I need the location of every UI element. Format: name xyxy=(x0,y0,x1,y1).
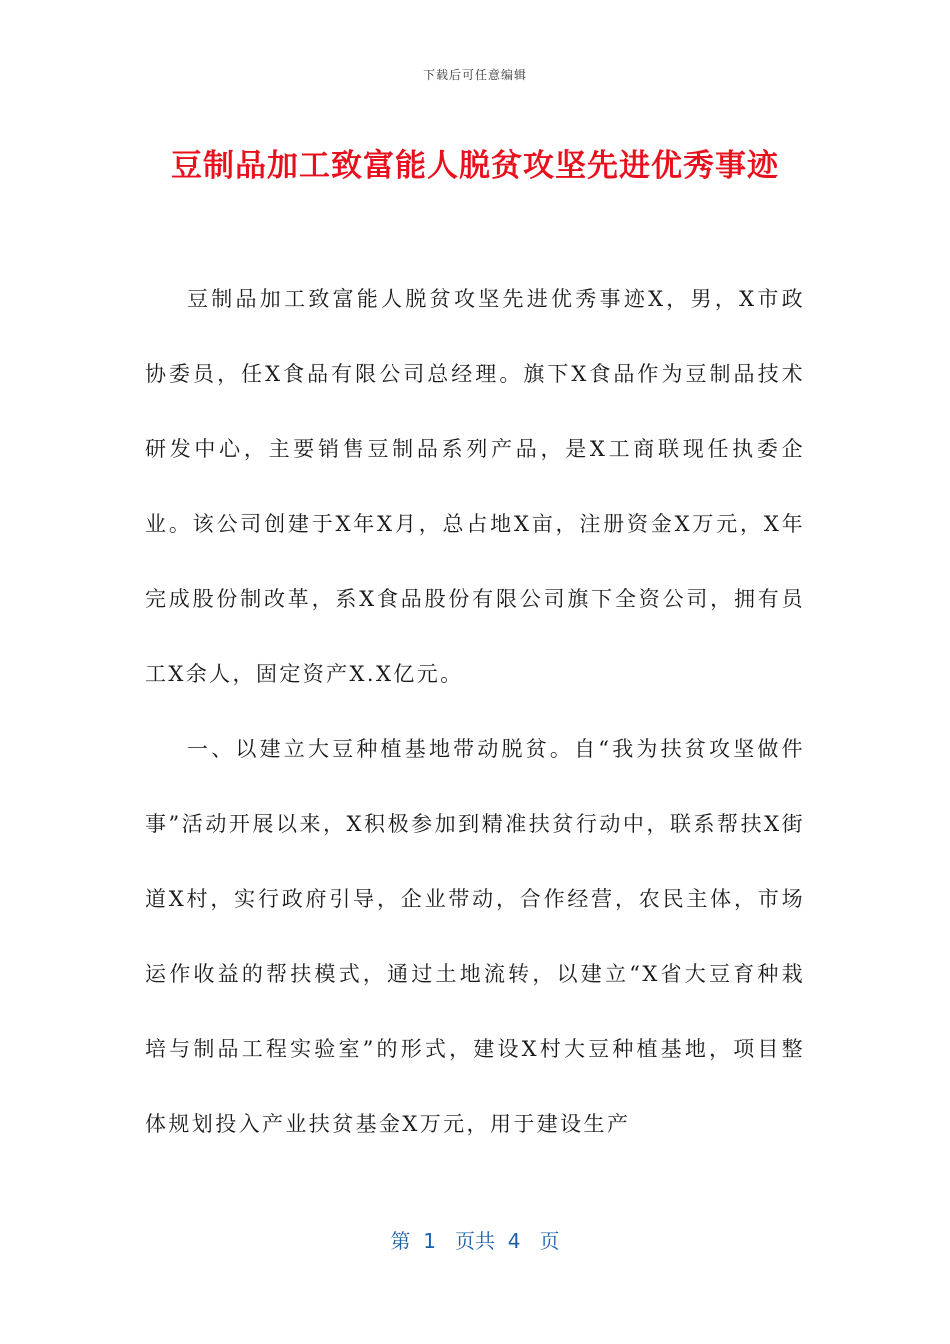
paragraph-section-one: 一、以建立大豆种植基地带动脱贫。自“我为扶贫攻坚做件事”活动开展以来，X积极参加到精准扶贫行动中，联系帮扶X街道X村，实行政府引导，企业带动，合作经营，农民主体，市场运作收益的帮扶模式，通过土地流转，以建立“X省大豆育种栽培与制品工程实验室”的形式，建设X村大豆种植基地，项目整体规划投入产业扶贫基金X万元，用于建设生产 xyxy=(145,737,805,1136)
header-note: 下载后可任意编辑 xyxy=(422,68,527,82)
document-title: 豆制品加工致富能人脱贫攻坚先进优秀事迹 xyxy=(171,148,779,184)
page-number-footer: 第 1 页共 4 页 xyxy=(390,1229,560,1253)
document-body xyxy=(145,262,805,1162)
paragraph-intro: 豆制品加工致富能人脱贫攻坚先进优秀事迹X，男，X市政协委员，任X食品有限公司总经理。旗下X食品作为豆制品技术研发中心，主要销售豆制品系列产品，是X工商联现任执委企业。该公司创建于X年X月，总占地X亩，注册资金X万元，X年完成股份制改革，系X食品股份有限公司旗下全资公司，拥有员工X余人，固定资产X.X亿元。 xyxy=(145,287,805,686)
